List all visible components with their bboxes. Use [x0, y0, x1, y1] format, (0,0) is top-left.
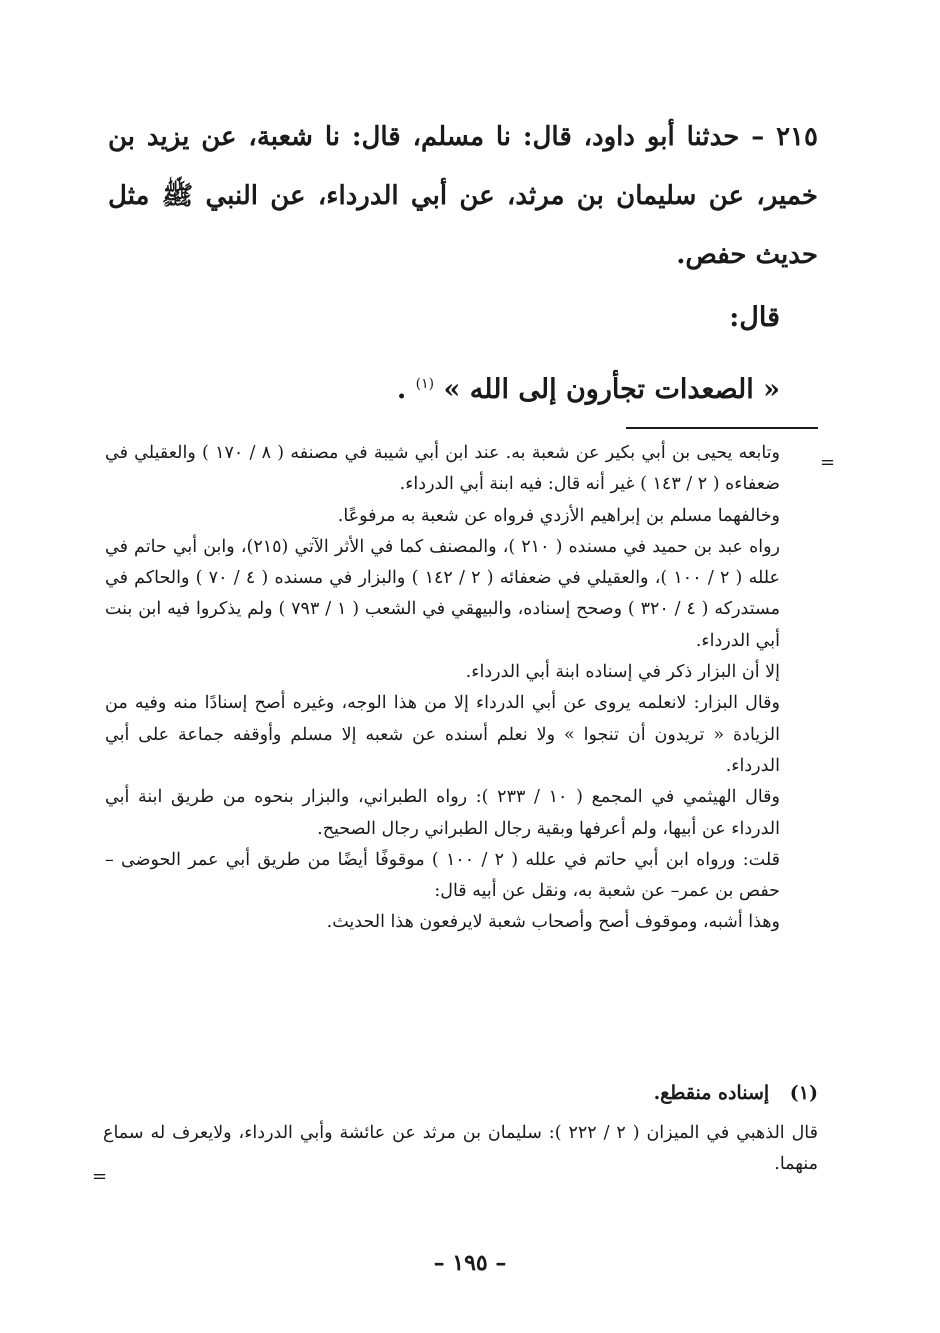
- footnote-title: إسناده منقطع.: [653, 1082, 770, 1104]
- continuation-mark-bottom: =: [92, 1166, 108, 1187]
- note-paragraph: قلت: ورواه ابن أبي حاتم في علله ( ٢ / ١٠٠ ) موقوفًا أيضًا من طريق أبي عمر الحوضى – حفص بن عمر– عن شعبة به، ونقل عن أبيه قال:: [105, 849, 781, 902]
- note-paragraph: وهذا أشبه، وموقوف أصح وأصحاب شعبة لايرفعون هذا الحديث.: [326, 912, 780, 933]
- hadith-text-block: [108, 108, 818, 285]
- footnote-reference: (١): [415, 376, 435, 392]
- note-paragraph: وتابعه يحيى بن أبي بكير عن شعبة به. عند ابن أبي شيبة في مصنفه ( ٨ / ١٧٠ ) والعقيلي في ضعفاءه ( ٢ / ١٤٣ ) غير أنه قال: فيه ابنة أبي الدرداء.: [105, 443, 780, 495]
- footnote-1-heading: [103, 1076, 818, 1110]
- footnote-separator: [626, 427, 818, 429]
- note-paragraph: وخالفهما مسلم بن إبراهيم الأزدي فرواه عن شعبة به مرفوعًا.: [337, 505, 780, 526]
- footnote-number: (١): [789, 1082, 818, 1104]
- continuation-mark-top: =: [820, 452, 836, 473]
- footnote-body-text: قال الذهبي في الميزان ( ٢ / ٢٢٢ ): سليمان بن مرثد عن عائشة وأبي الدرداء، ولايعرف له سماع منهما.: [103, 1123, 818, 1175]
- qal-label: قال:: [729, 302, 780, 333]
- footnote-1-body: [103, 1118, 818, 1181]
- note-paragraph: وقال الهيثمي في المجمع ( ١٠ / ٢٣٣ ): رواه الطبراني، والبزار بنحوه من طريق ابنة أبي الدرداء عن أبيها، ولم أعرفها وبقية رجال الطبراني رجال الصحيح.: [105, 787, 780, 839]
- note-paragraph: وقال البزار: لانعلمه يروى عن أبي الدرداء إلا من هذا الوجه، وغيره أصح إسنادًا منه وفيه من الزيادة « تريدون أن تنجوا » ولا نعلم أسنده عن شعبه إلا مسلم وأوقفه جماعة على أبي الدرداء.: [105, 693, 780, 776]
- footnote-continuation: [105, 438, 780, 939]
- quoted-matn: [397, 362, 780, 412]
- page-number: – ١٩٥ –: [433, 1250, 507, 1276]
- quote-end: .: [396, 374, 407, 405]
- quote-text: « الصعدات تجأرون إلى الله »: [443, 374, 780, 405]
- hadith-215-text: ٢١٥ – حدثنا أبو داود، قال: نا مسلم، قال: نا شعبة، عن يزيد بن خمير، عن سليمان بن مرثد، عن أبي الدرداء، عن النبي ﷺ مثل حديث حفص.: [108, 122, 818, 270]
- note-paragraph: رواه عبد بن حميد في مسنده ( ٢١٠ )، والمصنف كما في الأثر الآتي (٢١٥)، وابن أبي حاتم في علله ( ٢ / ١٠٠ )، والعقيلي في ضعفائه ( ٢ / ١٤٢ ) والبزار في مسنده ( ٤ / ٧٠ ) والحاكم في مستدركه ( ٤ / ٣٢٠ ) وصحح إسناده، والبيهقي في الشعب ( ١ / ٧٩٣ ) ولم يذكروا فيه ابن بنت أبي الدرداء.: [105, 536, 781, 651]
- note-paragraph: إلا أن البزار ذكر في إسناده ابنة أبي الدرداء.: [465, 662, 780, 683]
